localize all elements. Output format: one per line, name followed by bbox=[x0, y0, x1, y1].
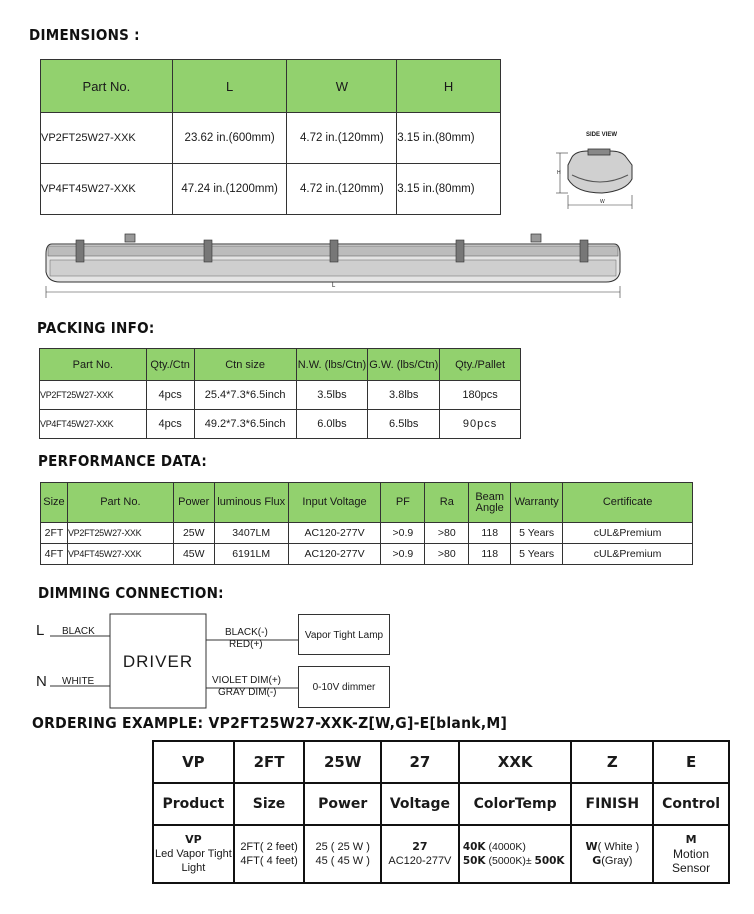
size-option: 2FT( 2 feet) bbox=[240, 841, 298, 853]
code-power: 25W bbox=[304, 741, 381, 783]
cell: 25.4*7.3*6.5inch bbox=[194, 381, 296, 410]
dim-header-h: H bbox=[397, 60, 501, 113]
n-label: N bbox=[36, 673, 47, 690]
table-row bbox=[40, 381, 521, 410]
cell: 25W bbox=[173, 523, 214, 544]
power-detail bbox=[304, 825, 381, 883]
fixture-drawing bbox=[40, 228, 630, 300]
label-voltage: Voltage bbox=[381, 783, 459, 825]
control-detail bbox=[653, 825, 729, 883]
dimming-heading: DIMMING CONNECTION: bbox=[38, 584, 224, 602]
label-finish: FINISH bbox=[571, 783, 653, 825]
black-wire-label: BLACK bbox=[62, 626, 95, 637]
table-row bbox=[41, 113, 501, 164]
dim-header-part: Part No. bbox=[41, 60, 173, 113]
cell: 90pcs bbox=[440, 410, 521, 439]
cell: 3407LM bbox=[214, 523, 288, 544]
size-detail bbox=[234, 825, 305, 883]
cell: VP2FT25W27-XXK bbox=[67, 523, 173, 544]
ct-desc: (5000K)± bbox=[485, 855, 535, 867]
cell: 6.5lbs bbox=[368, 410, 440, 439]
cell: VP4FT45W27-XXK bbox=[41, 164, 173, 215]
pack-header: Qty./Ctn bbox=[146, 349, 194, 381]
product-detail bbox=[153, 825, 234, 883]
dim-header-w: W bbox=[287, 60, 397, 113]
ordering-table bbox=[152, 740, 730, 884]
cell: 4pcs bbox=[146, 410, 194, 439]
voltage-code: 27 bbox=[412, 840, 428, 853]
cell: 6191LM bbox=[214, 544, 288, 565]
finish-desc: ( White ) bbox=[597, 841, 640, 853]
perf-header: Certificate bbox=[563, 483, 693, 523]
control-desc: Motion Sensor bbox=[672, 847, 711, 875]
out2-line2: GRAY DIM(-) bbox=[218, 687, 277, 698]
code-size: 2FT bbox=[234, 741, 305, 783]
perf-header: Size bbox=[41, 483, 68, 523]
perf-header: Power bbox=[173, 483, 214, 523]
dimensions-table bbox=[40, 59, 501, 215]
cell: >80 bbox=[425, 523, 469, 544]
finish-desc: (Gray) bbox=[601, 855, 633, 867]
cell: AC120-277V bbox=[288, 544, 381, 565]
size-option: 4FT( 4 feet) bbox=[240, 855, 298, 867]
code-control: E bbox=[653, 741, 729, 783]
dim-header-l: L bbox=[172, 60, 287, 113]
power-option: 45 ( 45 W ) bbox=[315, 855, 370, 867]
table-row bbox=[41, 523, 693, 544]
perf-header: Beam Angle bbox=[469, 483, 511, 523]
side-view-drawing bbox=[548, 145, 648, 215]
pack-header: G.W. (lbs/Ctn) bbox=[368, 349, 440, 381]
cell: 4.72 in.(120mm) bbox=[287, 164, 397, 215]
dimmer-box: 0-10V dimmer bbox=[298, 666, 390, 708]
cell: AC120-277V bbox=[288, 523, 381, 544]
code-finish: Z bbox=[571, 741, 653, 783]
cell: 5 Years bbox=[511, 544, 563, 565]
cell: 45W bbox=[173, 544, 214, 565]
cell: 49.2*7.3*6.5inch bbox=[194, 410, 296, 439]
out1-line1: BLACK(-) bbox=[225, 627, 268, 638]
cell: 180pcs bbox=[440, 381, 521, 410]
table-row bbox=[41, 544, 693, 565]
cell: VP4FT45W27-XXK bbox=[40, 410, 147, 439]
performance-heading: PERFORMANCE DATA: bbox=[38, 452, 208, 470]
table-row bbox=[40, 410, 521, 439]
perf-header: Ra bbox=[425, 483, 469, 523]
perf-header: luminous Flux bbox=[214, 483, 288, 523]
label-control: Control bbox=[653, 783, 729, 825]
dimensions-heading: DIMENSIONS : bbox=[29, 26, 140, 44]
ordering-heading: ORDERING EXAMPLE: VP2FT25W27-XXK-Z[W,G]-E[blank,M] bbox=[32, 714, 508, 732]
cell: 47.24 in.(1200mm) bbox=[172, 164, 287, 215]
white-wire-label: WHITE bbox=[62, 676, 95, 687]
label-power: Power bbox=[304, 783, 381, 825]
voltage-detail bbox=[381, 825, 459, 883]
cell: 3.15 in.(80mm) bbox=[397, 164, 501, 215]
cell: 118 bbox=[469, 523, 511, 544]
l-label: L bbox=[36, 622, 45, 639]
cell: 23.62 in.(600mm) bbox=[172, 113, 287, 164]
cell: 3.15 in.(80mm) bbox=[397, 113, 501, 164]
label-product: Product bbox=[153, 783, 234, 825]
side-view-label: SIDE VIEW bbox=[586, 132, 618, 138]
power-option: 25 ( 25 W ) bbox=[315, 841, 370, 853]
length-label: L bbox=[332, 283, 336, 289]
cell: VP2FT25W27-XXK bbox=[41, 113, 173, 164]
perf-header: Part No. bbox=[67, 483, 173, 523]
table-row bbox=[41, 164, 501, 215]
pack-header: Qty./Pallet bbox=[440, 349, 521, 381]
cell: VP4FT45W27-XXK bbox=[67, 544, 173, 565]
ct-code: 40K bbox=[462, 841, 486, 853]
ct-tail: 500K bbox=[534, 855, 565, 867]
finish-code: W bbox=[585, 840, 598, 853]
cell: cUL&Premium bbox=[563, 523, 693, 544]
control-code: M bbox=[685, 833, 697, 846]
cell: VP2FT25W27-XXK bbox=[40, 381, 147, 410]
cell: cUL&Premium bbox=[563, 544, 693, 565]
perf-header: Warranty bbox=[511, 483, 563, 523]
voltage-desc: AC120-277V bbox=[388, 855, 452, 867]
cell: 4pcs bbox=[146, 381, 194, 410]
ct-desc: (4000K) bbox=[485, 841, 526, 853]
lamp-box: Vapor Tight Lamp bbox=[298, 614, 390, 655]
product-desc: Led Vapor Tight Light bbox=[154, 848, 232, 874]
ct-code: 50K bbox=[462, 855, 486, 867]
out2-line1: VIOLET DIM(+) bbox=[212, 675, 281, 686]
label-colortemp: ColorTemp bbox=[459, 783, 572, 825]
pack-header: Ctn size bbox=[194, 349, 296, 381]
cell: 118 bbox=[469, 544, 511, 565]
cell: 3.5lbs bbox=[296, 381, 368, 410]
performance-table bbox=[40, 482, 693, 565]
code-colortemp: XXK bbox=[459, 741, 572, 783]
finish-code: G bbox=[592, 854, 602, 867]
packing-heading: PACKING INFO: bbox=[37, 319, 155, 337]
colortemp-detail bbox=[459, 825, 572, 883]
code-vp: VP bbox=[153, 741, 234, 783]
cell: 3.8lbs bbox=[368, 381, 440, 410]
side-w-label: W bbox=[600, 199, 605, 205]
label-size: Size bbox=[234, 783, 305, 825]
packing-table bbox=[39, 348, 521, 439]
pack-header: Part No. bbox=[40, 349, 147, 381]
perf-header: Input Voltage bbox=[288, 483, 381, 523]
cell: 4.72 in.(120mm) bbox=[287, 113, 397, 164]
code-voltage: 27 bbox=[381, 741, 459, 783]
side-h-label: H bbox=[557, 170, 561, 176]
cell: 5 Years bbox=[511, 523, 563, 544]
pack-header: N.W. (lbs/Ctn) bbox=[296, 349, 368, 381]
cell: >80 bbox=[425, 544, 469, 565]
product-code: VP bbox=[185, 833, 202, 846]
cell: 6.0lbs bbox=[296, 410, 368, 439]
driver-label: DRIVER bbox=[122, 652, 194, 671]
cell: >0.9 bbox=[381, 544, 425, 565]
cell: 4FT bbox=[41, 544, 68, 565]
out1-line2: RED(+) bbox=[229, 639, 263, 650]
perf-header: PF bbox=[381, 483, 425, 523]
cell: 2FT bbox=[41, 523, 68, 544]
cell: >0.9 bbox=[381, 523, 425, 544]
finish-detail bbox=[571, 825, 653, 883]
